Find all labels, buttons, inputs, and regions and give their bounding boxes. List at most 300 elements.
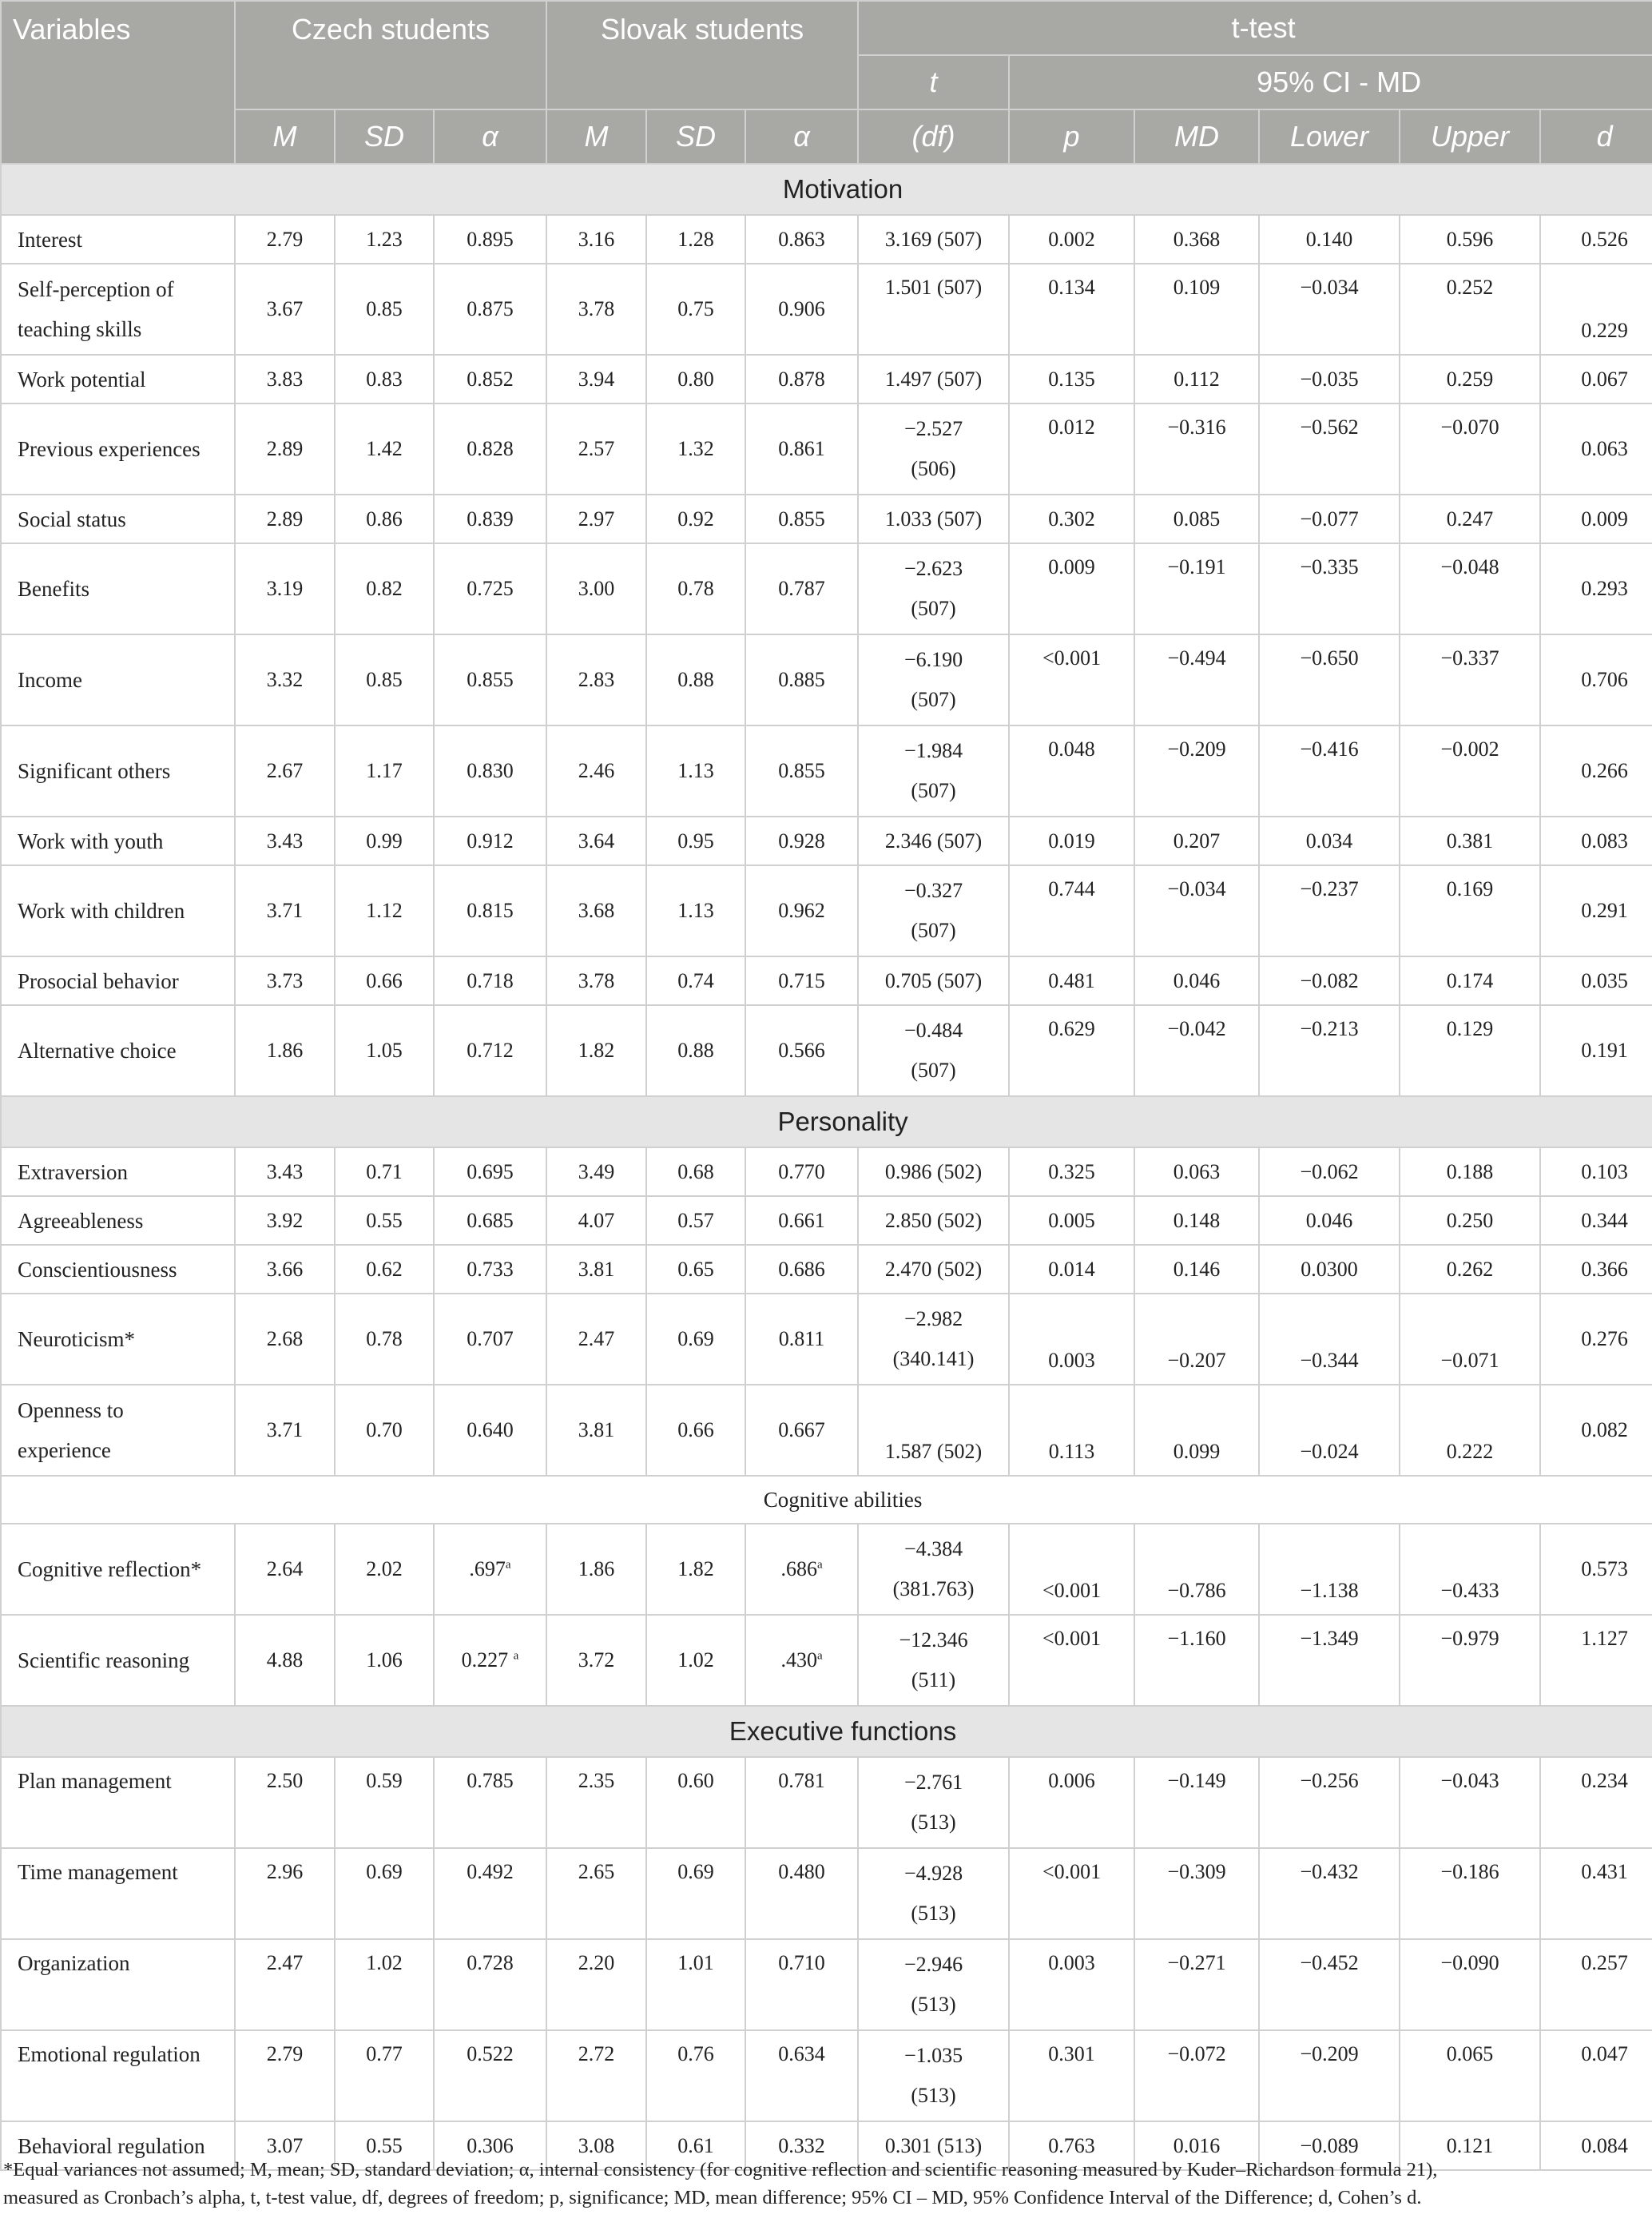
header-czech: Czech students	[235, 1, 546, 109]
cell: 0.046	[1259, 1196, 1400, 1245]
cell: 0.129	[1400, 1005, 1540, 1096]
cell: −0.271	[1134, 1939, 1259, 2030]
row-label-line1: Self-perception of	[18, 277, 174, 301]
table-row	[1, 543, 1652, 634]
row-label: Plan management	[1, 1757, 235, 1848]
cell: −0.562	[1259, 403, 1400, 495]
cell: −0.316	[1134, 403, 1259, 495]
cell: −0.149	[1134, 1757, 1259, 1848]
cell	[434, 1524, 546, 1615]
row-label: Conscientiousness	[1, 1245, 235, 1294]
cell: −0.344	[1259, 1294, 1400, 1385]
table-row	[1, 1524, 1652, 1615]
section-row	[1, 1096, 1652, 1147]
cell: 0.003	[1009, 1294, 1134, 1385]
cell: 1.497 (507)	[858, 355, 1009, 403]
cell	[858, 725, 1009, 817]
cell: −0.786	[1134, 1524, 1259, 1615]
col-czech-sd: SD	[335, 109, 434, 164]
cell: 0.95	[646, 817, 745, 865]
df-value: (507)	[911, 597, 956, 620]
cell: 2.470 (502)	[858, 1245, 1009, 1294]
cell: 0.234	[1540, 1757, 1652, 1848]
cell: 0.006	[1009, 1757, 1134, 1848]
cell: 0.728	[434, 1939, 546, 2030]
cell: −0.416	[1259, 725, 1400, 817]
cell: 0.62	[335, 1245, 434, 1294]
row-label: Income	[1, 634, 235, 725]
cell: 1.13	[646, 865, 745, 956]
cell: 1.28	[646, 215, 745, 264]
cell: 0.69	[335, 1848, 434, 1939]
cell: 1.13	[646, 725, 745, 817]
cell: 0.962	[745, 865, 858, 956]
cell: 0.103	[1540, 1147, 1652, 1196]
cell: 0.014	[1009, 1245, 1134, 1294]
cell: 0.99	[335, 817, 434, 865]
cell: 0.88	[646, 1005, 745, 1096]
cell: 0.861	[745, 403, 858, 495]
t-value: −12.346	[899, 1628, 968, 1652]
t-value: −1.035	[903, 2044, 963, 2067]
cell: 0.85	[335, 634, 434, 725]
cell: −0.452	[1259, 1939, 1400, 2030]
cell: 2.65	[546, 1848, 646, 1939]
cell	[745, 1524, 858, 1615]
cell: 0.83	[335, 355, 434, 403]
cell: 1.06	[335, 1615, 434, 1706]
cell: 0.878	[745, 355, 858, 403]
cell: 0.005	[1009, 1196, 1134, 1245]
cell: 0.695	[434, 1147, 546, 1196]
cell: 0.259	[1400, 355, 1540, 403]
cell: 0.247	[1400, 495, 1540, 543]
cell: <0.001	[1009, 634, 1134, 725]
row-label: Social status	[1, 495, 235, 543]
cell: 0.82	[335, 543, 434, 634]
cell: 0.705 (507)	[858, 956, 1009, 1005]
row-label: Organization	[1, 1939, 235, 2030]
cell: 0.065	[1400, 2030, 1540, 2121]
cell: 0.715	[745, 956, 858, 1005]
df-value: (513)	[911, 1811, 956, 1834]
cell: 3.07	[235, 2121, 335, 2170]
row-label: Prosocial behavior	[1, 956, 235, 1005]
cell: 0.640	[434, 1385, 546, 1476]
table-row	[1, 1615, 1652, 1706]
cell: 3.64	[546, 817, 646, 865]
cell: 0.885	[745, 634, 858, 725]
cell: −0.256	[1259, 1757, 1400, 1848]
cell: 0.121	[1400, 2121, 1540, 2170]
table-row	[1, 817, 1652, 865]
cell: 0.009	[1540, 495, 1652, 543]
col-df: (df)	[858, 109, 1009, 164]
df-value: (506)	[911, 457, 956, 480]
t-value: −2.982	[903, 1307, 963, 1330]
cell: 2.72	[546, 2030, 646, 2121]
table-row	[1, 1848, 1652, 1939]
cell: 0.928	[745, 817, 858, 865]
section-motivation: Motivation	[1, 164, 1652, 215]
cell: 2.64	[235, 1524, 335, 1615]
cell: 3.00	[546, 543, 646, 634]
cell: 3.94	[546, 355, 646, 403]
cell: 0.712	[434, 1005, 546, 1096]
cell: 0.787	[745, 543, 858, 634]
col-czech-m: M	[235, 109, 335, 164]
cell: −0.979	[1400, 1615, 1540, 1706]
cell: 0.707	[434, 1294, 546, 1385]
cell: −0.042	[1134, 1005, 1259, 1096]
row-label: Agreeableness	[1, 1196, 235, 1245]
cell: 0.063	[1540, 403, 1652, 495]
cell: 0.431	[1540, 1848, 1652, 1939]
cell: 0.629	[1009, 1005, 1134, 1096]
cell: 3.66	[235, 1245, 335, 1294]
t-value: −4.928	[903, 1862, 963, 1885]
cell: 0.0300	[1259, 1245, 1400, 1294]
cell: 0.302	[1009, 495, 1134, 543]
alpha-value: .430	[780, 1648, 817, 1672]
cell: −0.024	[1259, 1385, 1400, 1476]
cell: 3.43	[235, 817, 335, 865]
cell: 0.084	[1540, 2121, 1652, 2170]
cell: 0.083	[1540, 817, 1652, 865]
cell: −0.035	[1259, 355, 1400, 403]
t-value: −2.527	[903, 417, 963, 440]
cell: −0.082	[1259, 956, 1400, 1005]
cell: 0.55	[335, 1196, 434, 1245]
cell: −1.138	[1259, 1524, 1400, 1615]
table-row	[1, 956, 1652, 1005]
cell: 0.191	[1540, 1005, 1652, 1096]
cell: 0.725	[434, 543, 546, 634]
row-label: Work with youth	[1, 817, 235, 865]
cell: 1.82	[546, 1005, 646, 1096]
col-md: MD	[1134, 109, 1259, 164]
cell: 0.744	[1009, 865, 1134, 956]
cell: 3.71	[235, 865, 335, 956]
table-row	[1, 495, 1652, 543]
cell: 0.344	[1540, 1196, 1652, 1245]
cell: 0.86	[335, 495, 434, 543]
cell: −0.237	[1259, 865, 1400, 956]
cell: 1.86	[235, 1005, 335, 1096]
table-header	[1, 1, 1652, 164]
cell: 2.97	[546, 495, 646, 543]
table-row	[1, 215, 1652, 264]
cell: −0.209	[1259, 2030, 1400, 2121]
cell: 3.68	[546, 865, 646, 956]
cell: 0.112	[1134, 355, 1259, 403]
df-value: (507)	[911, 688, 956, 711]
cell: 0.61	[646, 2121, 745, 2170]
cell: 0.082	[1540, 1385, 1652, 1476]
cell: 0.986 (502)	[858, 1147, 1009, 1196]
cell: 2.83	[546, 634, 646, 725]
cell: −0.062	[1259, 1147, 1400, 1196]
cell: 3.73	[235, 956, 335, 1005]
alpha-value: .697	[469, 1557, 506, 1580]
cell: −0.090	[1400, 1939, 1540, 2030]
cell: 3.08	[546, 2121, 646, 2170]
cell: 3.72	[546, 1615, 646, 1706]
col-p: p	[1009, 109, 1134, 164]
cell	[858, 1615, 1009, 1706]
df-value: (340.141)	[892, 1347, 975, 1370]
cell: 0.085	[1134, 495, 1259, 543]
cell: 0.57	[646, 1196, 745, 1245]
cell: 0.266	[1540, 725, 1652, 817]
cell	[858, 1524, 1009, 1615]
section-personality: Personality	[1, 1096, 1652, 1147]
df-value: (381.763)	[892, 1577, 975, 1600]
section-row	[1, 1476, 1652, 1524]
cell: 3.83	[235, 355, 335, 403]
cell: −0.034	[1134, 865, 1259, 956]
cell: 0.109	[1134, 264, 1259, 355]
cell: 2.89	[235, 403, 335, 495]
cell: −0.209	[1134, 725, 1259, 817]
cell: 0.134	[1009, 264, 1134, 355]
cell: 1.05	[335, 1005, 434, 1096]
row-label: Work with children	[1, 865, 235, 956]
cell: 0.66	[335, 956, 434, 1005]
cell: 2.02	[335, 1524, 434, 1615]
cell: 1.86	[546, 1524, 646, 1615]
cell: 3.92	[235, 1196, 335, 1245]
table-row	[1, 1939, 1652, 2030]
cell: 2.57	[546, 403, 646, 495]
cell: 0.906	[745, 264, 858, 355]
footnote-line2: measured as Cronbach’s alpha, t, t-test value, df, degrees of freedom; p, significance; MD, mean difference; 95% CI – MD, 95% Confidence Interval of the Difference; d, Cohen’s d.	[3, 2187, 1422, 2208]
cell: −0.002	[1400, 725, 1540, 817]
cell: −0.432	[1259, 1848, 1400, 1939]
cell: 0.016	[1134, 2121, 1259, 2170]
cell: 0.75	[646, 264, 745, 355]
cell: 2.346 (507)	[858, 817, 1009, 865]
t-value: −6.190	[903, 648, 963, 671]
col-slovak-m: M	[546, 109, 646, 164]
cell: 0.262	[1400, 1245, 1540, 1294]
table-row	[1, 1196, 1652, 1245]
cell: −0.213	[1259, 1005, 1400, 1096]
cell: 0.034	[1259, 817, 1400, 865]
df-value: (513)	[911, 1993, 956, 2016]
cell: −0.337	[1400, 634, 1540, 725]
col-upper: Upper	[1400, 109, 1540, 164]
cell: 0.815	[434, 865, 546, 956]
cell: −0.433	[1400, 1524, 1540, 1615]
table-row	[1, 355, 1652, 403]
cell	[858, 634, 1009, 725]
cell: −0.077	[1259, 495, 1400, 543]
header-variables: Variables	[1, 1, 235, 164]
cell: 3.43	[235, 1147, 335, 1196]
cell	[858, 403, 1009, 495]
row-label: Cognitive reflection*	[1, 1524, 235, 1615]
cell: −0.494	[1134, 634, 1259, 725]
cell	[858, 543, 1009, 634]
cell: 2.79	[235, 2030, 335, 2121]
cell: 3.16	[546, 215, 646, 264]
row-label: Scientific reasoning	[1, 1615, 235, 1706]
cell: 1.587 (502)	[858, 1385, 1009, 1476]
cell: 2.96	[235, 1848, 335, 1939]
cell: 2.68	[235, 1294, 335, 1385]
cell: 0.332	[745, 2121, 858, 2170]
cell: 1.12	[335, 865, 434, 956]
cell: 0.710	[745, 1939, 858, 2030]
table-row	[1, 1147, 1652, 1196]
cell: 0.92	[646, 495, 745, 543]
cell: −0.072	[1134, 2030, 1259, 2121]
t-value: −1.984	[903, 739, 963, 762]
cell: −1.160	[1134, 1615, 1259, 1706]
cell: 0.855	[745, 725, 858, 817]
cell: 0.047	[1540, 2030, 1652, 2121]
cell: 0.66	[646, 1385, 745, 1476]
cell: 3.81	[546, 1245, 646, 1294]
cell	[434, 1615, 546, 1706]
section-row	[1, 164, 1652, 215]
table-row	[1, 264, 1652, 355]
row-label: Significant others	[1, 725, 235, 817]
table-row	[1, 634, 1652, 725]
col-czech-alpha: α	[434, 109, 546, 164]
header-ttest: t-test	[858, 1, 1652, 55]
cell: 0.174	[1400, 956, 1540, 1005]
cell: −0.186	[1400, 1848, 1540, 1939]
cell: 0.366	[1540, 1245, 1652, 1294]
cell: 0.252	[1400, 264, 1540, 355]
cell: 0.863	[745, 215, 858, 264]
table-row	[1, 725, 1652, 817]
cell: 1.501 (507)	[858, 264, 1009, 355]
df-value: (507)	[911, 919, 956, 942]
cell: 0.566	[745, 1005, 858, 1096]
cell: 0.381	[1400, 817, 1540, 865]
cell: 0.573	[1540, 1524, 1652, 1615]
cell: 0.828	[434, 403, 546, 495]
cell: 0.706	[1540, 634, 1652, 725]
cell: 0.229	[1540, 264, 1652, 355]
cell: 0.76	[646, 2030, 745, 2121]
cell: 0.733	[434, 1245, 546, 1294]
cell: 0.048	[1009, 725, 1134, 817]
cell: 1.127	[1540, 1615, 1652, 1706]
cell: 0.88	[646, 634, 745, 725]
row-label: Time management	[1, 1848, 235, 1939]
footnote-mark: a	[816, 1558, 823, 1572]
cell: 0.140	[1259, 215, 1400, 264]
table-row	[1, 1005, 1652, 1096]
cell: 0.596	[1400, 215, 1540, 264]
cell: −0.089	[1259, 2121, 1400, 2170]
cell: 2.35	[546, 1757, 646, 1848]
table-row	[1, 1245, 1652, 1294]
cell: 0.69	[646, 1294, 745, 1385]
cell: 0.785	[434, 1757, 546, 1848]
cell: 2.67	[235, 725, 335, 817]
cell: 0.85	[335, 264, 434, 355]
cell: −1.349	[1259, 1615, 1400, 1706]
cell: 1.42	[335, 403, 434, 495]
cell: 4.88	[235, 1615, 335, 1706]
cell: 0.811	[745, 1294, 858, 1385]
t-value: −2.761	[903, 1771, 963, 1794]
cell: 0.763	[1009, 2121, 1134, 2170]
cell: 3.19	[235, 543, 335, 634]
cell: 2.47	[235, 1939, 335, 2030]
section-cognitive: Cognitive abilities	[1, 1476, 1652, 1524]
cell: 0.113	[1009, 1385, 1134, 1476]
cell: −0.650	[1259, 634, 1400, 725]
cell: 0.003	[1009, 1939, 1134, 2030]
cell: 2.20	[546, 1939, 646, 2030]
row-label-line2: teaching skills	[18, 317, 142, 341]
cell: 0.526	[1540, 215, 1652, 264]
cell: 0.839	[434, 495, 546, 543]
header-t: t	[858, 55, 1009, 109]
cell: 1.02	[335, 1939, 434, 2030]
row-label: Benefits	[1, 543, 235, 634]
cell: −0.071	[1400, 1294, 1540, 1385]
cell: −0.048	[1400, 543, 1540, 634]
df-value: (511)	[911, 1668, 956, 1691]
cell: 1.033 (507)	[858, 495, 1009, 543]
col-d: d	[1540, 109, 1652, 164]
cell: 1.23	[335, 215, 434, 264]
cell: 0.301	[1009, 2030, 1134, 2121]
cell	[745, 1615, 858, 1706]
cell: 0.895	[434, 215, 546, 264]
cell: 0.207	[1134, 817, 1259, 865]
cell: 0.368	[1134, 215, 1259, 264]
cell: 0.481	[1009, 956, 1134, 1005]
cell: 0.002	[1009, 215, 1134, 264]
cell: 0.875	[434, 264, 546, 355]
row-label: Extraversion	[1, 1147, 235, 1196]
row-label	[1, 264, 235, 355]
cell: 0.68	[646, 1147, 745, 1196]
cell: 1.02	[646, 1615, 745, 1706]
df-value: (513)	[911, 2084, 956, 2107]
t-value: −4.384	[903, 1537, 963, 1560]
cell: 3.81	[546, 1385, 646, 1476]
cell: 0.135	[1009, 355, 1134, 403]
footnote-mark: a	[505, 1558, 511, 1572]
header-ci: 95% CI - MD	[1009, 55, 1652, 109]
t-value: −0.327	[903, 879, 963, 902]
cell: 3.78	[546, 264, 646, 355]
cell: 0.492	[434, 1848, 546, 1939]
row-label: Alternative choice	[1, 1005, 235, 1096]
cell: 0.035	[1540, 956, 1652, 1005]
cell: −0.207	[1134, 1294, 1259, 1385]
col-slovak-alpha: α	[745, 109, 858, 164]
table-row	[1, 1385, 1652, 1476]
cell: 0.667	[745, 1385, 858, 1476]
section-executive: Executive functions	[1, 1706, 1652, 1757]
col-slovak-sd: SD	[646, 109, 745, 164]
cell: 0.257	[1540, 1939, 1652, 2030]
cell: 0.65	[646, 1245, 745, 1294]
cell: 0.146	[1134, 1245, 1259, 1294]
footnote-mark: a	[816, 1649, 823, 1663]
cell: 2.46	[546, 725, 646, 817]
